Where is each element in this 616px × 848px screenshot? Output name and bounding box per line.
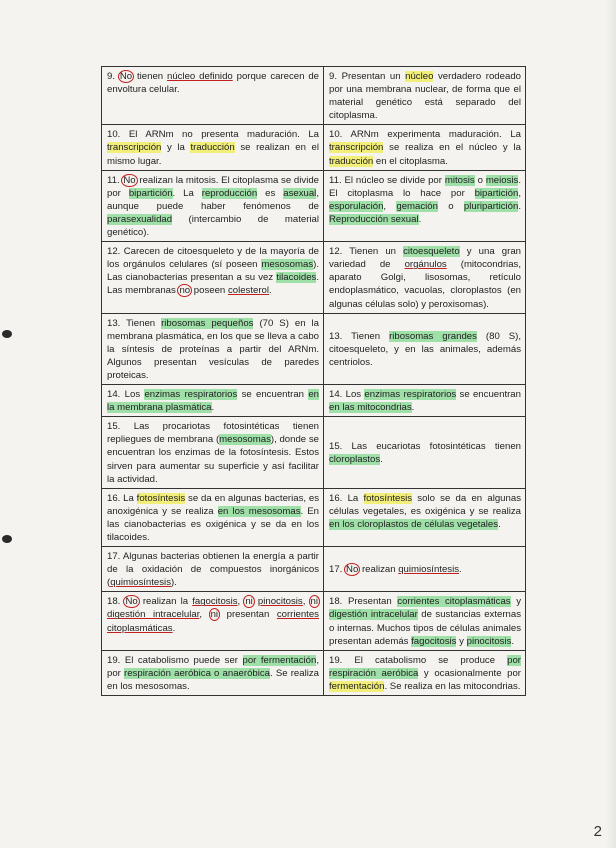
yellow-highlight: núcleo (405, 71, 434, 82)
comparison-table (101, 66, 526, 696)
green-highlight: mitosis (444, 174, 475, 186)
eukaryote-cell (324, 170, 526, 241)
prokaryote-cell (102, 170, 324, 241)
green-highlight: en los mesosomas (217, 505, 301, 517)
eukaryote-cell (324, 547, 526, 592)
text-segment: ), donde se encuentran los enzimas de la fotosíntesis. Estos sirven para aumentar su superficie y así facilitar la actividad. (107, 434, 319, 485)
green-highlight: mesosomas (219, 434, 271, 446)
prokaryote-cell (102, 125, 324, 170)
eukaryote-cell (324, 385, 526, 417)
prokaryote-cell (102, 547, 324, 592)
text-segment: y (510, 596, 521, 608)
text-segment: . Se realiza en los mesosomas. (107, 667, 319, 692)
text-segment: porque carecen de envoltura celular. (107, 71, 320, 96)
green-highlight: asexual (283, 187, 317, 199)
text-segment: 17. Algunas bacterias obtienen la energía a partir de la oxidación de compuestos inorgánicos ( (107, 551, 319, 589)
green-highlight: pluripartición (463, 200, 519, 212)
text-segment: o (474, 174, 486, 186)
table-row (102, 170, 526, 241)
text-segment: . La (172, 187, 202, 199)
yellow-highlight: fermentación (329, 680, 385, 692)
text-segment: de sustancias externas o internas. Muchos tipos de células animales presentan además (329, 609, 521, 647)
red-circled-word: ni (245, 596, 253, 608)
red-underline: orgánulos (404, 259, 447, 271)
text-segment: , (518, 187, 521, 199)
table-row (102, 125, 526, 170)
text-segment: . En las cianobacterias es oxigénica y se da en los tilacoides. (107, 505, 319, 543)
eukaryote-cell (324, 592, 526, 650)
green-highlight: enzimas respiratorios (144, 389, 238, 401)
yellow-highlight: traducción (329, 155, 374, 167)
text-segment: 11. El núcleo se divide por (329, 174, 445, 186)
punch-hole (2, 535, 12, 543)
green-highlight: en las mitocondrias (329, 402, 412, 414)
text-segment: . (211, 402, 215, 414)
text-segment: se da en algunas bacterias, es anoxigénica y se realiza (107, 492, 319, 517)
table-row (102, 417, 526, 488)
red-circled-word: no (179, 285, 191, 297)
text-segment: . (518, 200, 521, 212)
text-segment: se realizan en el mismo lugar. (107, 142, 320, 167)
text-segment: , (237, 596, 245, 608)
green-highlight: gemación (396, 200, 438, 212)
text-segment: . (380, 453, 383, 465)
text-segment: 14. Los (107, 389, 145, 401)
green-highlight: por fermentación (242, 654, 317, 666)
red-circled-word: ni (210, 609, 219, 621)
eukaryote-cell (324, 417, 526, 488)
text-segment: . El citoplasma lo hace por (329, 174, 522, 199)
text-segment: 9. Presentan un (329, 71, 406, 82)
text-segment: verdadero rodeado por una membrana nuclear, de forma que el material genético está separado del citoplasma. (329, 71, 521, 122)
green-highlight: enzimas respiratorios (364, 389, 457, 401)
green-highlight: reproducción (201, 187, 258, 199)
text-segment: y ocasionalmente por (418, 667, 521, 679)
green-highlight: fagocitosis (411, 635, 457, 647)
yellow-highlight: traducción (190, 142, 235, 154)
yellow-highlight: transcripción (329, 142, 384, 154)
text-segment: 11. (107, 174, 123, 186)
text-segment: . Se realiza en las mitocondrias. (384, 680, 521, 692)
green-highlight: en los cloroplastos de células vegetales (329, 518, 499, 530)
red-underline: quimiosíntesis (398, 564, 460, 576)
green-highlight: pinocitosis (466, 635, 512, 647)
punch-hole (2, 330, 12, 338)
prokaryote-cell (102, 385, 324, 417)
text-segment: , (199, 609, 210, 621)
text-segment: ). (171, 577, 177, 589)
comparison-table-body (102, 67, 526, 696)
text-segment: 16. La (107, 492, 137, 504)
green-highlight: ribosomas pequeños (161, 317, 254, 329)
table-row (102, 650, 526, 695)
eukaryote-cell (324, 242, 526, 313)
prokaryote-cell (102, 650, 324, 695)
green-highlight: tilacoides (276, 272, 317, 284)
text-segment: 19. El catabolismo puede ser (107, 654, 243, 666)
eukaryote-cell (324, 650, 526, 695)
green-highlight: corrientes citoplasmáticas (397, 596, 511, 608)
green-highlight: citoesqueleto (403, 246, 460, 258)
eukaryote-cell (324, 488, 526, 546)
text-segment: en el citoplasma. (373, 155, 448, 167)
text-segment: tienen (133, 71, 167, 82)
text-segment: , aunque puede haber fenómenos de (107, 187, 319, 212)
green-highlight: ribosomas grandes (389, 330, 477, 342)
text-segment: . (269, 285, 272, 297)
text-segment: se encuentran (237, 389, 309, 401)
green-highlight: en la membrana plasmática (107, 389, 320, 414)
yellow-highlight: fotosíntesis (363, 492, 413, 504)
green-highlight: por respiración aeróbica (329, 654, 521, 679)
text-segment: 16. La (329, 492, 364, 504)
text-segment: 12. Carecen de citoesqueleto y de la mayoría de los orgánulos celulares (sí poseen (107, 246, 319, 271)
green-highlight: bipartición (474, 187, 519, 199)
text-segment: . (498, 518, 501, 530)
red-underline: colesterol (227, 285, 269, 297)
red-underline: corrientes citoplasmáticas (107, 609, 319, 634)
text-segment: 19. El catabolismo se produce (329, 654, 508, 666)
text-segment: solo se da en algunas células vegetales, es oxigénica y se realiza (329, 492, 521, 517)
text-segment: . (172, 622, 176, 634)
text-segment: , por (107, 654, 319, 679)
text-segment: 18. Presentan (329, 596, 398, 608)
text-segment: y una gran variedad de (329, 246, 521, 271)
page-edge-shadow (606, 0, 616, 848)
red-circled-word: No (125, 596, 138, 608)
text-segment: 15. Las procariotas fotosintéticas tienen repliegues de membrana ( (107, 421, 319, 446)
table-row (102, 313, 526, 384)
prokaryote-cell (102, 242, 324, 313)
text-segment: y la (161, 142, 191, 154)
text-segment: 18. (107, 596, 125, 608)
eukaryote-cell (324, 125, 526, 170)
red-circled-word: No (119, 71, 133, 82)
text-segment: . (411, 402, 415, 414)
text-segment: o (437, 200, 464, 212)
red-circled-word: No (123, 174, 136, 186)
red-underline: pinocitosis (257, 596, 303, 608)
green-highlight: parasexualidad (107, 213, 173, 225)
prokaryote-cell (102, 417, 324, 488)
green-highlight: respiración aeróbica o anaeróbica (124, 667, 271, 679)
table-row (102, 67, 526, 125)
text-segment: (intercambio de material genético). (107, 213, 319, 239)
eukaryote-cell (324, 67, 526, 125)
text-segment: 9. (107, 71, 119, 82)
text-segment: realizan (359, 564, 399, 576)
text-segment: y (456, 635, 467, 647)
text-segment: . Las membranas (107, 272, 319, 297)
table-row (102, 242, 526, 313)
red-circled-word: No (346, 564, 359, 576)
text-segment: realizan la mitosis. El citoplasma se divide por (107, 174, 319, 199)
eukaryote-cell (324, 313, 526, 384)
text-segment: 15. Las eucariotas fotosintéticas tienen (329, 440, 521, 452)
green-highlight: esporulación (329, 200, 384, 212)
text-segment: 14. Los (329, 389, 365, 401)
green-highlight: Reproducción sexual (329, 213, 419, 225)
text-segment: ). Las cianobacterias presentan a su vez (107, 259, 319, 284)
text-segment: . (511, 635, 515, 647)
text-segment: 17. (329, 564, 346, 576)
green-highlight: cloroplastos (329, 453, 381, 465)
text-segment: se encuentran (456, 389, 521, 401)
green-highlight: meiosis (485, 174, 519, 186)
text-segment: realizan la (138, 596, 193, 608)
text-segment: . (418, 213, 422, 225)
red-underline: quimiosíntesis (110, 577, 171, 589)
text-segment: (70 S) en la membrana plasmática, en los que se lleva a cabo la síntesis de proteínas a partir del ARNm. Algunos presentan vesículas de paredes proteicas. (107, 317, 319, 381)
table-row (102, 385, 526, 417)
text-segment: . (459, 564, 462, 576)
red-underline: digestión intracelular (107, 609, 200, 621)
prokaryote-cell (102, 592, 324, 650)
red-circled-word: ni (310, 596, 318, 608)
text-segment: poseen (191, 285, 228, 297)
prokaryote-cell (102, 313, 324, 384)
table-row (102, 592, 526, 650)
table-row (102, 547, 526, 592)
page-number: 2 (593, 823, 602, 840)
text-segment: (80 S), citoesqueleto, y en las animales, además centriolos. (329, 330, 521, 368)
text-segment: presentan (219, 609, 277, 621)
text-segment: es (257, 187, 284, 199)
red-underline: núcleo definido (167, 71, 233, 82)
green-highlight: bipartición (128, 187, 173, 199)
text-segment: , (383, 200, 397, 212)
text-segment: se realiza en el núcleo y la (383, 142, 521, 154)
prokaryote-cell (102, 67, 324, 125)
green-highlight: digestión intracelular (329, 609, 418, 621)
text-segment: 13. Tienen (107, 317, 162, 329)
green-highlight: mesosomas (261, 259, 314, 271)
red-underline: fagocitosis (192, 596, 238, 608)
text-segment: 12. Tienen un (329, 246, 404, 258)
prokaryote-cell (102, 488, 324, 546)
text-segment: , (302, 596, 310, 608)
text-segment: (mitocondrias, aparato Golgi, lisosomas, retículo endoplasmático, vacuolas, cloroplastos (en algunas células solo) y peroxisomas). (329, 259, 521, 310)
text-segment: 10. ARNm experimenta maduración. La (329, 129, 521, 141)
text-segment: 10. El ARNm no presenta maduración. La (107, 129, 319, 141)
table-row (102, 488, 526, 546)
yellow-highlight: fotosíntesis (136, 492, 186, 504)
text-segment: 13. Tienen (329, 330, 390, 342)
yellow-highlight: transcripción (107, 142, 162, 154)
